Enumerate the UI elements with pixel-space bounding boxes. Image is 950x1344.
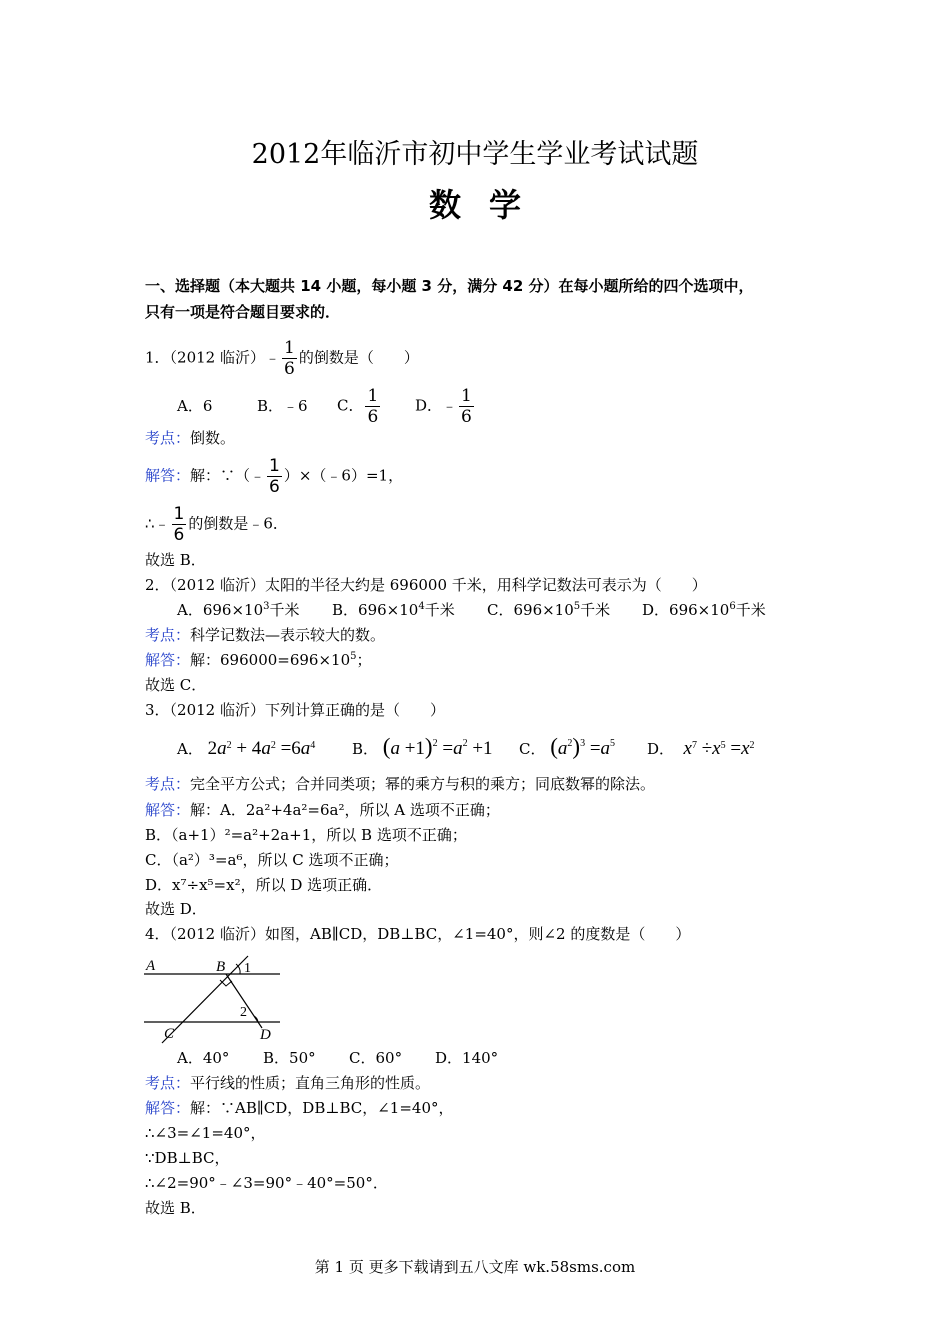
- q3-solution-line2: B．（a+1）²=a²+2a+1，所以 B 选项不正确；: [145, 826, 467, 844]
- label-a: A: [146, 958, 156, 974]
- q3-option-d: D． $x^7 \div x^5 =x^2$: [647, 738, 755, 759]
- q1-option-a: A．6: [177, 396, 213, 415]
- label-d: D: [260, 1027, 271, 1043]
- q1-stem: 1．（2012 临沂）﹣ $\frac{1}{6}$ 的倒数是（ ）: [145, 338, 419, 379]
- q3-kaodian: 考点：完全平方公式；合并同类项；幂的乘方与积的乘方；同底数幂的除法。: [145, 775, 656, 793]
- label-b: B: [216, 959, 226, 975]
- q1-kaodian: 考点：倒数。: [145, 429, 236, 447]
- label-1: 1: [244, 961, 251, 976]
- q2-option-a: A．$696\times 10^3$千米: [177, 601, 300, 619]
- q2-kaodian: 考点：科学记数法—表示较大的数。: [145, 626, 386, 644]
- q3-option-c: C． $(a^2)^3 =a^5$: [519, 734, 616, 759]
- label-c: C: [164, 1026, 175, 1042]
- line-bc: [162, 956, 248, 1043]
- q3-option-a: A． $2a^2 + 4a^2 =6a^4$: [177, 738, 316, 759]
- q3-stem: 3．（2012 临沂）下列计算正确的是（ ）: [145, 701, 445, 719]
- q2-stem: 2．（2012 临沂）太阳的半径大约是 696000 千米，用科学记数法可表示为（ ）: [145, 576, 707, 594]
- q1-option-b: B．﹣6: [257, 396, 308, 415]
- q3-answer: 故选 D．: [145, 900, 207, 918]
- q4-solution-line4: ∴∠2=90°﹣∠3=90°﹣40°=50°．: [145, 1174, 388, 1192]
- q1-option-d: D．﹣ $\frac{1}{6}$: [415, 386, 472, 427]
- q4-options: [177, 1048, 498, 1068]
- angle-1-arc: [236, 964, 240, 974]
- q1-solution-line1: 解答：解：∵（﹣ $\frac{1}{6}$ ）×（﹣6）=1，: [145, 456, 404, 497]
- q2-option-d: D．$696\times 10^6$千米: [642, 601, 766, 619]
- q4-kaodian: 考点：平行线的性质；直角三角形的性质。: [145, 1074, 431, 1092]
- q4-solution-line3: ∵DB⊥BC，: [145, 1149, 230, 1167]
- q4-option-c: C．60°: [349, 1049, 403, 1067]
- q1-fraction: $\frac{1}{6}$: [284, 338, 295, 379]
- section-heading-line2: 只有一项是符合题目要求的．: [145, 303, 341, 321]
- q4-answer: 故选 B．: [145, 1199, 206, 1217]
- q3-options: [177, 734, 755, 762]
- section-heading-line1: 一、选择题（本大题共 14 小题，每小题 3 分，满分 42 分）在每小题所给的四个选项中，: [145, 277, 754, 295]
- q4-option-d: D．140°: [435, 1049, 499, 1067]
- q4-stem: 4．（2012 临沂）如图，AB∥CD，DB⊥BC，∠1=40°，则∠2 的度数是（ ）: [145, 925, 691, 943]
- q1-solution-line2: ∴﹣ $\frac{1}{6}$ 的倒数是﹣6．: [145, 504, 288, 545]
- page-footer: 第 1 页 更多下载请到五八文库 wk.58sms.com: [314, 1258, 636, 1276]
- q4-solution-line2: ∴∠3=∠1=40°，: [145, 1124, 266, 1142]
- q1-option-c: C． $\frac{1}{6}$: [337, 386, 379, 427]
- q2-options: [177, 600, 766, 620]
- subject-title: 数学: [428, 186, 549, 224]
- q3-option-b: B． $(a +1)^2 =a^2 +1$: [352, 734, 493, 759]
- q4-solution-line1: 解答：解：∵AB∥CD，DB⊥BC，∠1=40°，: [145, 1099, 454, 1117]
- label-2: 2: [240, 1005, 247, 1020]
- q1-options: [177, 386, 476, 427]
- q2-solution: 解答：解：$696000=696\times 10^5$；: [145, 651, 372, 669]
- exam-title: 2012年临沂市初中学生学业考试试题: [251, 139, 699, 170]
- q3-solution-line3: C．（a²）³=a⁶，所以 C 选项不正确；: [145, 851, 399, 869]
- q4-option-a: A．40°: [177, 1049, 230, 1067]
- q1-answer: 故选 B．: [145, 551, 206, 569]
- q2-option-c: C．$696\times 10^5$千米: [487, 601, 611, 619]
- q3-solution-line1: 解答：解：A．2a²+4a²=6a²，所以 A 选项不正确；: [145, 801, 500, 819]
- q4-option-b: B．50°: [263, 1049, 316, 1067]
- q2-option-b: B．$696\times 10^4$千米: [332, 601, 455, 619]
- q2-answer: 故选 C．: [145, 676, 207, 694]
- q4-geometry-figure: [140, 952, 290, 1044]
- q3-solution-line4: D．x⁷÷x⁵=x²，所以 D 选项正确．: [145, 876, 383, 894]
